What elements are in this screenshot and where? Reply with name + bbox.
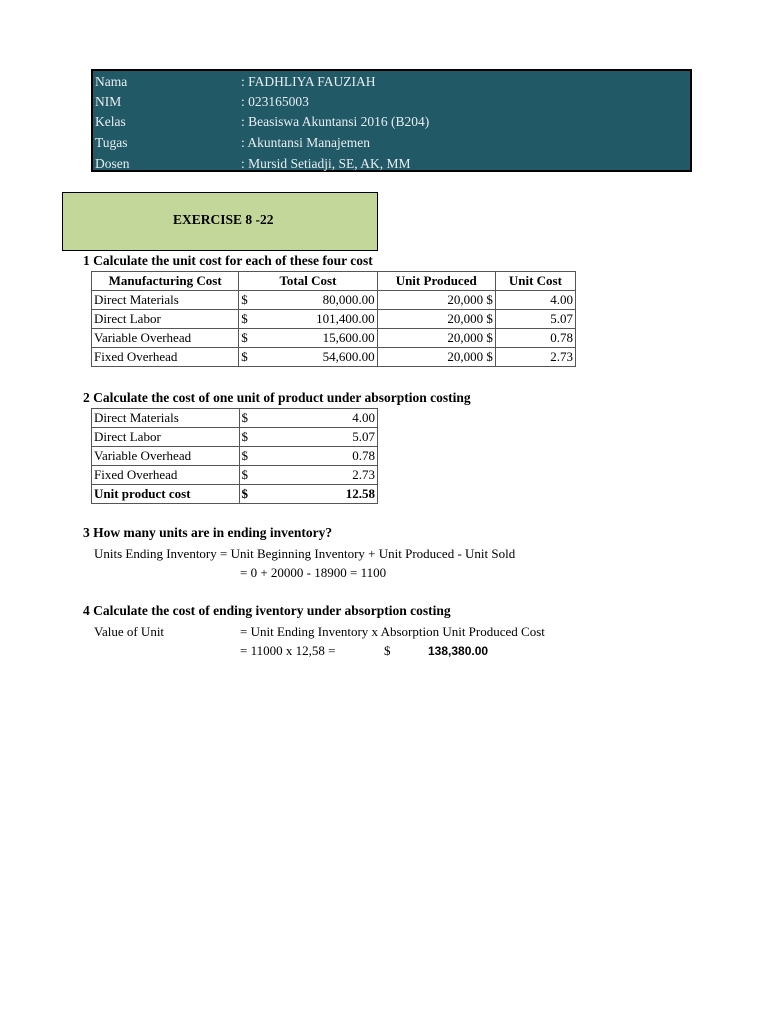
column-header: Unit Cost xyxy=(495,272,575,291)
info-row-nama xyxy=(93,71,690,92)
total-cost-cell xyxy=(239,348,377,367)
info-label: NIM xyxy=(95,94,122,109)
unit-produced: 20,000 xyxy=(447,311,484,326)
cost-item: Direct Materials xyxy=(92,409,240,428)
info-value: : FADHLIYA FAUZIAH xyxy=(241,74,376,89)
table-header-row xyxy=(92,272,576,291)
cost-value: 0.78 xyxy=(352,448,375,463)
currency-symbol: $ xyxy=(486,311,493,326)
column-header: Total Cost xyxy=(239,272,377,291)
cost-value-cell xyxy=(239,466,377,485)
q3-calculation: = 0 + 20000 - 18900 = 1100 xyxy=(240,565,387,580)
info-label: Kelas xyxy=(95,114,126,129)
cost-item: Variable Overhead xyxy=(92,329,239,348)
currency-symbol: $ xyxy=(486,349,493,364)
q3-heading: 3 How many units are in ending inventory? xyxy=(83,525,333,540)
currency-symbol: $ xyxy=(486,292,493,307)
info-label: Tugas xyxy=(95,135,128,150)
table-row xyxy=(92,409,378,428)
cost-value: 4.00 xyxy=(352,410,375,425)
currency-symbol: $ xyxy=(241,410,249,425)
q4-calculation: = 11000 x 12,58 = xyxy=(240,643,336,658)
unit-produced-cell xyxy=(377,329,495,348)
unit-produced-cell xyxy=(377,310,495,329)
cost-item: Fixed Overhead xyxy=(92,466,240,485)
cost-item: Direct Materials xyxy=(92,291,239,310)
table-row xyxy=(92,348,576,367)
info-label: Dosen xyxy=(95,156,130,171)
total-cost: 54,600.00 xyxy=(322,349,375,364)
total-value-cell xyxy=(239,485,377,504)
total-cost: 15,600.00 xyxy=(322,330,375,345)
exercise-title-box xyxy=(62,192,378,251)
currency-symbol: $ xyxy=(241,330,248,345)
q1-heading: 1 Calculate the unit cost for each of these four cost xyxy=(83,253,373,268)
cost-value-cell xyxy=(239,447,377,466)
currency-symbol: $ xyxy=(241,349,248,364)
unit-produced: 20,000 xyxy=(447,292,484,307)
cost-item: Direct Labor xyxy=(92,428,240,447)
currency-symbol: $ xyxy=(241,429,249,444)
unit-produced: 20,000 xyxy=(447,330,484,345)
currency-symbol: $ xyxy=(241,467,249,482)
total-cost: 101,400.00 xyxy=(316,311,375,326)
currency-symbol: $ xyxy=(241,486,249,501)
table-row xyxy=(92,428,378,447)
cost-item: Fixed Overhead xyxy=(92,348,239,367)
total-cost: 80,000.00 xyxy=(322,292,375,307)
info-row-tugas xyxy=(93,132,690,153)
unit-produced-cell xyxy=(377,348,495,367)
info-row-kelas xyxy=(93,111,690,132)
table-row xyxy=(92,291,576,310)
exercise-title: EXERCISE 8 -22 xyxy=(173,212,274,227)
q4-result: 138,380.00 xyxy=(428,644,489,658)
cost-value: 5.07 xyxy=(352,429,375,444)
unit-produced: 20,000 xyxy=(447,349,484,364)
currency-symbol: $ xyxy=(241,448,249,463)
total-label: Unit product cost xyxy=(92,485,240,504)
info-value: : Mursid Setiadji, SE, AK, MM xyxy=(241,156,411,171)
cost-value-cell xyxy=(239,428,377,447)
total-cost-cell xyxy=(239,310,377,329)
cost-item: Variable Overhead xyxy=(92,447,240,466)
q4-heading: 4 Calculate the cost of ending iventory under absorption costing xyxy=(83,603,451,618)
unit-cost: 0.78 xyxy=(495,329,575,348)
unit-cost: 5.07 xyxy=(495,310,575,329)
student-info-box xyxy=(91,69,692,172)
currency-symbol: $ xyxy=(384,643,391,658)
absorption-cost-table xyxy=(91,408,378,504)
q4-formula: = Unit Ending Inventory x Absorption Unit Produced Cost xyxy=(240,624,545,639)
unit-cost: 4.00 xyxy=(495,291,575,310)
q2-heading: 2 Calculate the cost of one unit of product under absorption costing xyxy=(83,390,471,405)
cost-value: 2.73 xyxy=(352,467,375,482)
column-header: Unit Produced xyxy=(377,272,495,291)
info-value: : 023165003 xyxy=(241,94,309,109)
q4-label: Value of Unit xyxy=(94,624,165,639)
total-cost-cell xyxy=(239,291,377,310)
total-cost-cell xyxy=(239,329,377,348)
currency-symbol: $ xyxy=(241,311,248,326)
info-label: Nama xyxy=(95,74,128,89)
table-row xyxy=(92,466,378,485)
cost-item: Direct Labor xyxy=(92,310,239,329)
currency-symbol: $ xyxy=(486,330,493,345)
total-row xyxy=(92,485,378,504)
unit-cost-table xyxy=(91,271,576,367)
total-value: 12.58 xyxy=(345,486,375,501)
unit-cost: 2.73 xyxy=(495,348,575,367)
cost-value-cell xyxy=(239,409,377,428)
info-value: : Akuntansi Manajemen xyxy=(241,135,370,150)
info-row-nim xyxy=(93,91,690,112)
info-row-dosen xyxy=(93,153,690,174)
table-row xyxy=(92,447,378,466)
q3-formula: Units Ending Inventory = Unit Beginning Inventory + Unit Produced - Unit Sold xyxy=(94,546,516,561)
column-header: Manufacturing Cost xyxy=(92,272,239,291)
table-row xyxy=(92,310,576,329)
info-value: : Beasiswa Akuntansi 2016 (B204) xyxy=(241,114,430,129)
currency-symbol: $ xyxy=(241,292,248,307)
table-row xyxy=(92,329,576,348)
unit-produced-cell xyxy=(377,291,495,310)
